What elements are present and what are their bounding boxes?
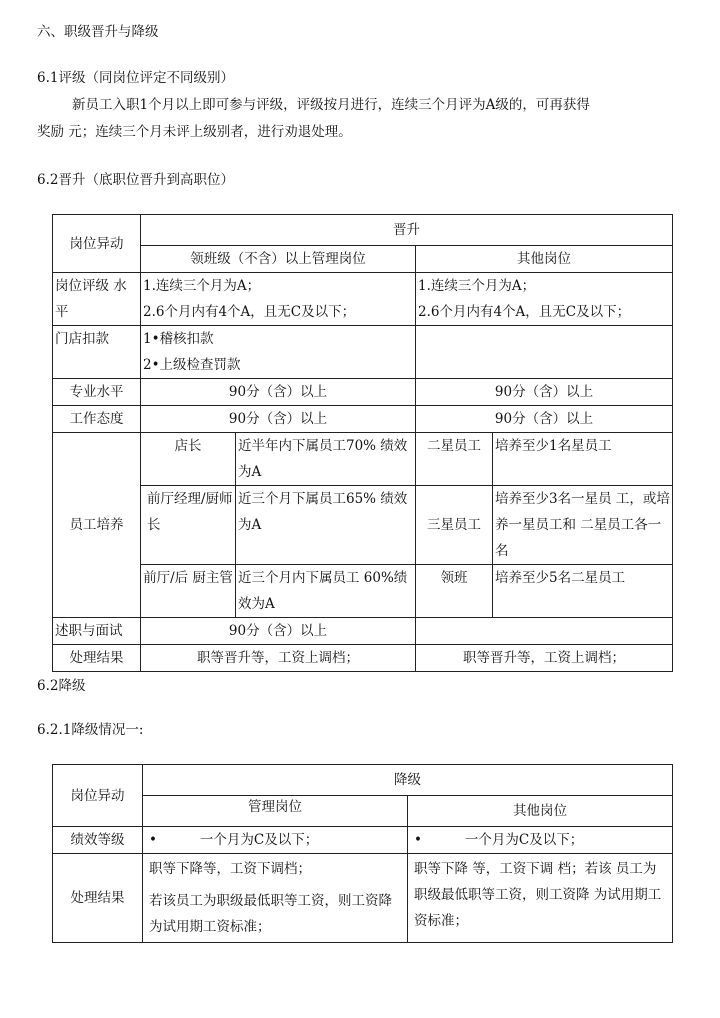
demotion-result-left-cell: [143, 854, 408, 943]
heading-6-2-promotion: 6.2晋升（底职位晋升到高职位）: [37, 172, 234, 188]
store-left-line-2: 2•上级检查罚款: [143, 357, 241, 373]
row-label-skill: 专业水平: [53, 379, 141, 406]
eval-right-cell: [416, 273, 673, 326]
store-left-line-1: 1•稽核扣款: [143, 331, 214, 347]
training-role-r1: 二星员工: [416, 433, 493, 486]
paragraph-line-1: 新员工入职1个月以上即可参与评级，评级按月进行，连续三个月评为A级的，可再获得: [72, 97, 590, 113]
promotion-table: [52, 214, 673, 672]
heading-6-1: 6.1评级（同岗位评定不同级别）: [37, 70, 234, 86]
training-req-r1: 培养至少1名星员工: [493, 433, 673, 486]
row-label-attitude: 工作态度: [53, 406, 141, 433]
demotion-table: [52, 764, 673, 943]
training-role-a: 店长: [141, 433, 236, 486]
eval-right-line-2: 2.6个月内有4个A，且无C及以下；: [418, 304, 631, 320]
result-right: 职等晋升等，工资上调档；: [416, 645, 673, 672]
perf-right: • 一个月为C及以下；: [408, 827, 673, 854]
promotion-sub-header-left: 领班级（不含）以上管理岗位: [141, 246, 416, 273]
section-title: 六、职级晋升与降级: [37, 24, 159, 40]
skill-right: 90分（含）以上: [416, 379, 673, 406]
demotion-result-left-line-1: 职等下降等，工资下调档；: [149, 861, 311, 877]
demotion-result-right: 职等下降 等，工资下调 档；若该 员工为职级最低职等工资，则工资降 为试用期工资标准；: [408, 854, 673, 943]
demotion-result-left-line-2: 若该员工为职级最低职等工资，则工资降为试用期工资标准；: [149, 893, 392, 935]
promotion-col-header: 岗位异动: [53, 215, 141, 273]
review-right: [416, 618, 673, 645]
store-left-cell: [141, 326, 416, 379]
row-label-result: 处理结果: [53, 645, 141, 672]
demotion-result-label: 处理结果: [53, 854, 143, 943]
training-req-a: 近半年内下属员工70% 绩效为A: [236, 433, 416, 486]
row-label-training: 员工培养: [53, 433, 141, 618]
heading-6-2-demotion: 6.2降级: [37, 678, 86, 694]
paragraph-line-2: 奖励 元；连续三个月未评上级别者，进行劝退处理。: [37, 124, 352, 140]
training-req-r2: 培养至少3名一星员 工，或培养一星员工和 二星员工各一名: [493, 486, 673, 565]
training-role-b: 前厅经理/厨师长: [141, 486, 236, 565]
skill-left: 90分（含）以上: [141, 379, 416, 406]
promotion-top-header: 晋升: [141, 215, 673, 246]
heading-6-2-1: 6.2.1降级情况一:: [37, 722, 144, 738]
promotion-sub-header-right: 其他岗位: [416, 246, 673, 273]
training-req-b: 近三个月下属员工65% 绩效为A: [236, 486, 416, 565]
row-label-review: 述职与面试: [53, 618, 141, 645]
row-label-eval: 岗位评级 水平: [53, 273, 141, 326]
training-req-c: 近三个月内下属员工 60%绩效为A: [236, 565, 416, 618]
demotion-sub-header-right: 其他岗位: [408, 796, 673, 827]
attitude-right: 90分（含）以上: [416, 406, 673, 433]
training-req-r3: 培养至少5名二星员工: [493, 565, 673, 618]
attitude-left: 90分（含）以上: [141, 406, 416, 433]
result-left: 职等晋升等，工资上调档；: [141, 645, 416, 672]
demotion-top-header: 降级: [143, 765, 673, 796]
perf-label: 绩效等级: [53, 827, 143, 854]
eval-left-line-1: 1.连续三个月为A；: [143, 278, 261, 294]
demotion-sub-header-left: 管理岗位: [143, 796, 408, 827]
eval-right-line-1: 1.连续三个月为A；: [418, 278, 536, 294]
training-role-c: 前厅/后 厨主管: [141, 565, 236, 618]
demotion-col-header: 岗位异动: [53, 765, 143, 827]
row-label-store: 门店扣款: [53, 326, 141, 379]
training-role-r3: 领班: [416, 565, 493, 618]
review-left: 90分（含）以上: [141, 618, 416, 645]
eval-left-line-2: 2.6个月内有4个A，且无C及以下；: [143, 304, 356, 320]
store-right-cell: [416, 326, 673, 379]
perf-left: • 一个月为C及以下；: [143, 827, 408, 854]
training-role-r2: 三星员工: [416, 486, 493, 565]
eval-left-cell: [141, 273, 416, 326]
